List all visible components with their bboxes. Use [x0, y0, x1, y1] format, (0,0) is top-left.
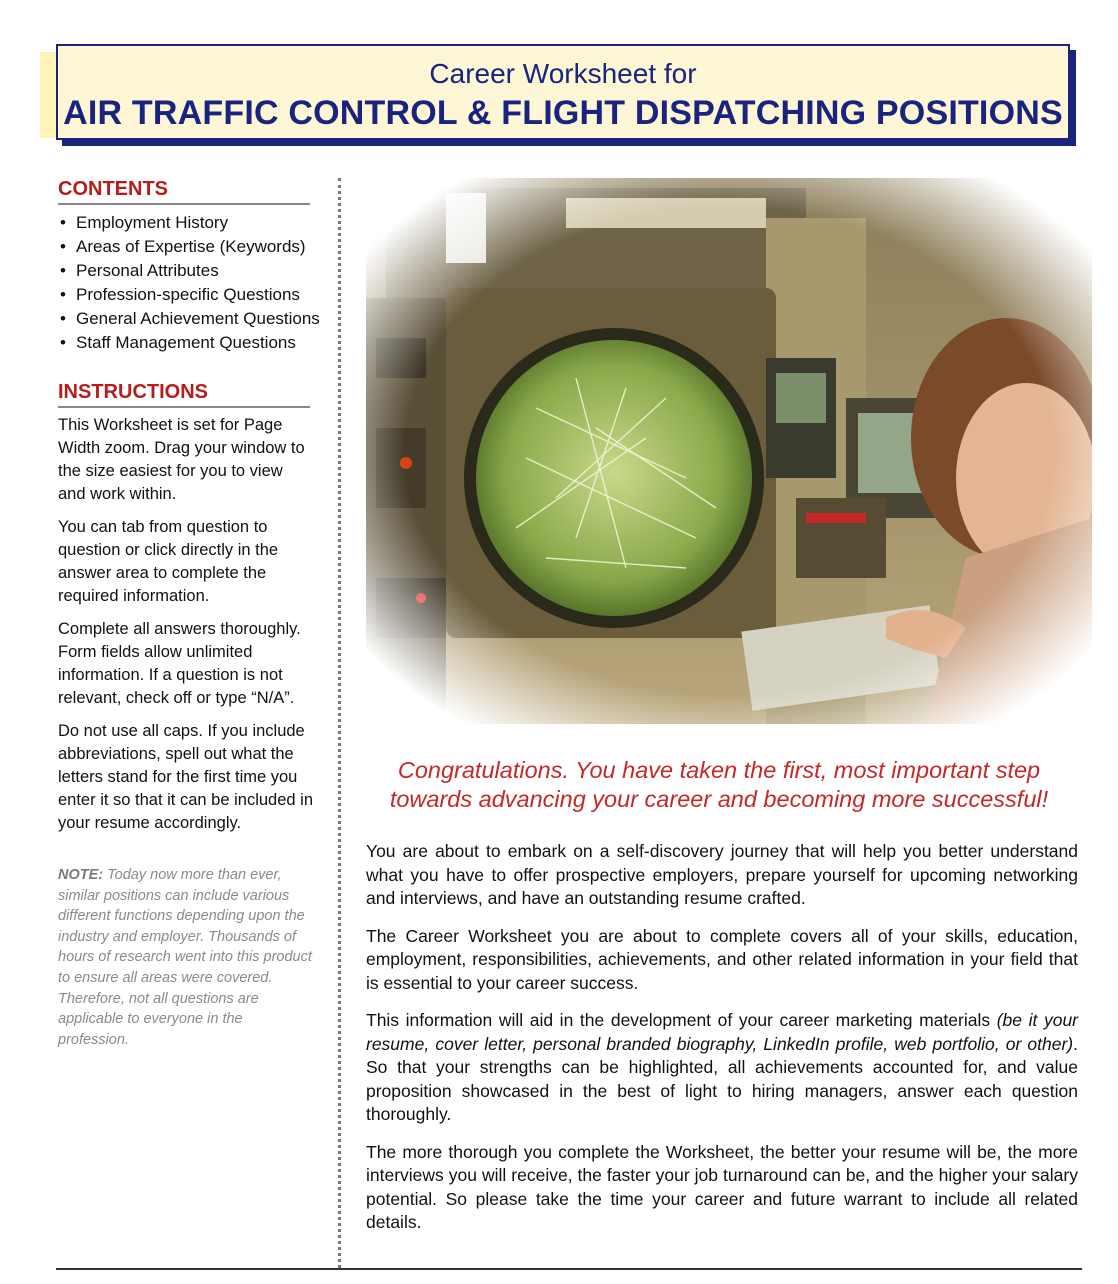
- contents-item[interactable]: • Personal Attributes: [58, 259, 313, 283]
- contents-list: [58, 211, 320, 355]
- intro-paragraph: The Career Worksheet you are about to complete covers all of your skills, education, employment, responsibilities, achievements, and other related information in your field that is essential to your career success.: [366, 925, 1078, 993]
- header-banner: [56, 44, 1070, 140]
- intro-text: . So that your strengths can be highlighted, all achievements accounted for, and value proposition showcased in the best of light to hiring managers, answer each question thoroughly.: [366, 1033, 1078, 1124]
- instruction-paragraph: You can tab from question to question or click directly in the answer area to complete the required information.: [58, 518, 279, 605]
- radar-console-photo: [366, 178, 1092, 724]
- bottom-rule: [56, 1268, 1082, 1270]
- column-divider: [338, 178, 341, 1268]
- contents-heading: CONTENTS: [58, 178, 310, 205]
- contents-item[interactable]: • Profession-specific Questions: [58, 283, 313, 307]
- note-block: [58, 865, 313, 1050]
- contents-item[interactable]: • Employment History: [58, 211, 313, 235]
- instructions-heading: INSTRUCTIONS: [58, 381, 310, 408]
- intro-body: [366, 840, 1078, 1249]
- note-label: NOTE:: [58, 867, 104, 883]
- intro-paragraph: [366, 1009, 1078, 1127]
- instruction-paragraph: Do not use all caps. If you include abbreviations, spell out what the letters stand for the first time you enter it so that it can be included in your resume accordingly.: [58, 722, 313, 832]
- congratulations-message: Congratulations. You have taken the first, most important step towards advancing your career and becoming more successful!: [389, 757, 1049, 812]
- instruction-paragraph: Complete all answers thoroughly. Form fields allow unlimited information. If a question is not relevant, check off or type “N/A”.: [58, 620, 301, 707]
- intro-emphasis: (be it your resume, cover letter, personal branded biography, LinkedIn profile, web portfolio, or other): [366, 1010, 1079, 1054]
- note-text: Today now more than ever, similar positions can include various different functions depending upon the industry and employer. Thousands of hours of research went into this product to ensure all areas were covered. Therefore, not all questions are applicable to everyone in the profession.: [58, 867, 312, 1048]
- page-title: AIR TRAFFIC CONTROL & FLIGHT DISPATCHING POSITIONS: [63, 94, 1063, 132]
- header-subtitle: Career Worksheet for: [429, 58, 697, 89]
- intro-paragraph: The more thorough you complete the Worksheet, the better your resume will be, the more interviews you will receive, the faster your job turnaround can be, and the higher your salary potential. So please take the time your career and future warrant to include all related details.: [366, 1141, 1078, 1232]
- contents-item[interactable]: • Staff Management Questions: [58, 331, 313, 355]
- sidebar: [58, 178, 320, 1050]
- intro-text: This information will aid in the development of your career marketing materials: [366, 1010, 997, 1030]
- contents-item[interactable]: • General Achievement Questions: [58, 307, 313, 331]
- intro-paragraph: You are about to embark on a self-discovery journey that will help you better understand what you have to offer prospective employers, prepare yourself for upcoming networking and interviews, and have an outstanding resume crafted.: [366, 841, 1078, 908]
- instruction-paragraph: This Worksheet is set for Page Width zoom. Drag your window to the size easiest for you to view and work within.: [58, 416, 305, 503]
- contents-item[interactable]: • Areas of Expertise (Keywords): [58, 235, 313, 259]
- instructions-body: [58, 414, 313, 835]
